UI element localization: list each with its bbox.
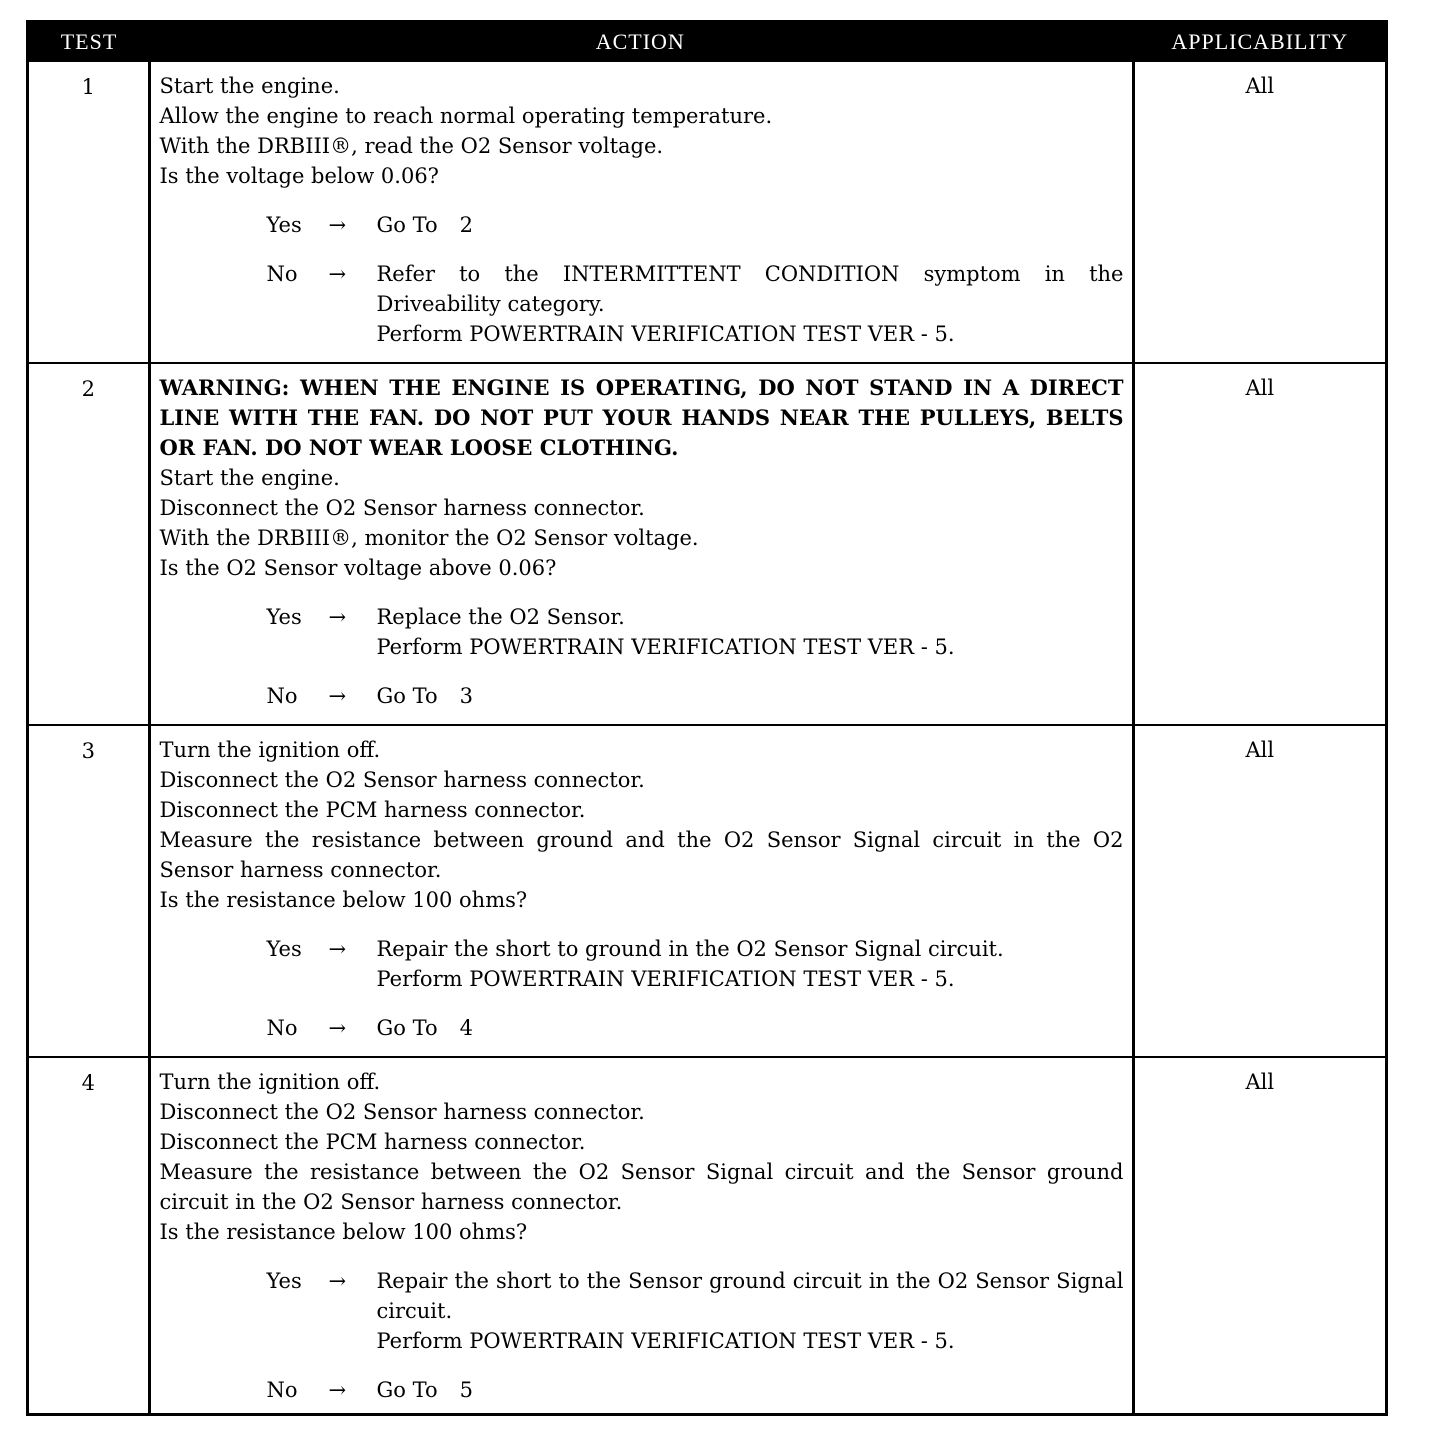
yes-label: Yes [266, 605, 302, 629]
arrow-icon: → [328, 1269, 347, 1293]
arrow-icon: → [328, 1016, 347, 1040]
yes-label: Yes [266, 213, 302, 237]
action-step: Turn the ignition off. [159, 738, 381, 762]
yes-branch [160, 210, 1124, 240]
action-step: Disconnect the PCM harness connector. [159, 798, 586, 822]
no-branch [160, 1375, 1124, 1405]
action-cell [149, 363, 1133, 725]
header-action: ACTION [149, 23, 1133, 61]
action-step: Measure the resistance between ground and the O2 Sensor Signal circuit in the O2 Sensor harness connector. [159, 828, 1124, 882]
no-label: No [266, 1016, 298, 1040]
yes-branch [160, 602, 1124, 662]
action-step: Measure the resistance between the O2 Sensor Signal circuit and the Sensor ground circuit in the O2 Sensor harness connector. [159, 1160, 1124, 1214]
action-step: Disconnect the O2 Sensor harness connector. [159, 768, 645, 792]
test-number: 2 [29, 363, 149, 725]
test-number: 4 [29, 1057, 149, 1413]
yes-result: Replace the O2 Sensor. Perform POWERTRAIN VERIFICATION TEST VER - 5. [376, 605, 955, 659]
action-cell [149, 1057, 1133, 1413]
applicability-value: All [1133, 363, 1385, 725]
yes-label: Yes [266, 937, 302, 961]
test-number: 3 [29, 725, 149, 1057]
action-step: Is the resistance below 100 ohms? [159, 1220, 528, 1244]
applicability-value: All [1133, 61, 1385, 363]
no-result: Go To 3 [376, 684, 473, 708]
action-step: Disconnect the O2 Sensor harness connector. [159, 1100, 645, 1124]
action-step: With the DRBIII®, read the O2 Sensor voltage. [159, 134, 664, 158]
no-result: Go To 4 [376, 1016, 473, 1040]
action-step: With the DRBIII®, monitor the O2 Sensor voltage. [159, 526, 699, 550]
arrow-icon: → [328, 937, 347, 961]
arrow-icon: → [328, 262, 347, 286]
no-label: No [266, 1378, 298, 1402]
no-branch [160, 681, 1124, 711]
action-step: Start the engine. [159, 74, 340, 98]
table-row [29, 61, 1385, 363]
header-applicability: APPLICABILITY [1133, 23, 1385, 61]
yes-label: Yes [266, 1269, 302, 1293]
yes-branch [160, 934, 1124, 994]
no-result: Refer to the INTERMITTENT CONDITION symptom in the Driveability category. Perform POWERTRAIN VERIFICATION TEST VER - 5. [376, 262, 1124, 346]
action-step: Disconnect the PCM harness connector. [159, 1130, 586, 1154]
arrow-icon: → [328, 1378, 347, 1402]
table-row [29, 363, 1385, 725]
applicability-value: All [1133, 1057, 1385, 1413]
yes-result: Repair the short to the Sensor ground circuit in the O2 Sensor Signal circuit. Perform POWERTRAIN VERIFICATION TEST VER - 5. [376, 1269, 1124, 1353]
no-label: No [266, 684, 298, 708]
header-row [29, 23, 1385, 61]
no-branch [160, 259, 1124, 349]
action-step: Allow the engine to reach normal operating temperature. [159, 104, 773, 128]
diagnostic-test-table [26, 20, 1388, 1416]
action-step: Start the engine. [159, 466, 340, 490]
applicability-value: All [1133, 725, 1385, 1057]
no-branch [160, 1013, 1124, 1043]
action-step: Is the resistance below 100 ohms? [159, 888, 528, 912]
action-step: Disconnect the O2 Sensor harness connector. [159, 496, 645, 520]
action-step: Is the O2 Sensor voltage above 0.06? [159, 556, 557, 580]
table-row [29, 1057, 1385, 1413]
action-cell [149, 725, 1133, 1057]
action-step: Turn the ignition off. [159, 1070, 381, 1094]
no-label: No [266, 262, 298, 286]
arrow-icon: → [328, 605, 347, 629]
header-test: TEST [29, 23, 149, 61]
arrow-icon: → [328, 213, 347, 237]
test-table [29, 23, 1385, 1413]
warning-text: WARNING: WHEN THE ENGINE IS OPERATING, DO NOT STAND IN A DIRECT LINE WITH THE FAN. DO NOT PUT YOUR HANDS NEAR THE PULLEYS, BELTS OR FAN. DO NOT WEAR LOOSE CLOTHING. [159, 375, 1124, 460]
yes-branch [160, 1266, 1124, 1356]
yes-result: Repair the short to ground in the O2 Sensor Signal circuit. Perform POWERTRAIN VERIFICATION TEST VER - 5. [376, 937, 1004, 991]
arrow-icon: → [328, 684, 347, 708]
yes-result: Go To 2 [376, 213, 473, 237]
no-result: Go To 5 [376, 1378, 473, 1402]
action-step: Is the voltage below 0.06? [159, 164, 439, 188]
action-cell [149, 61, 1133, 363]
test-number: 1 [29, 61, 149, 363]
table-row [29, 725, 1385, 1057]
